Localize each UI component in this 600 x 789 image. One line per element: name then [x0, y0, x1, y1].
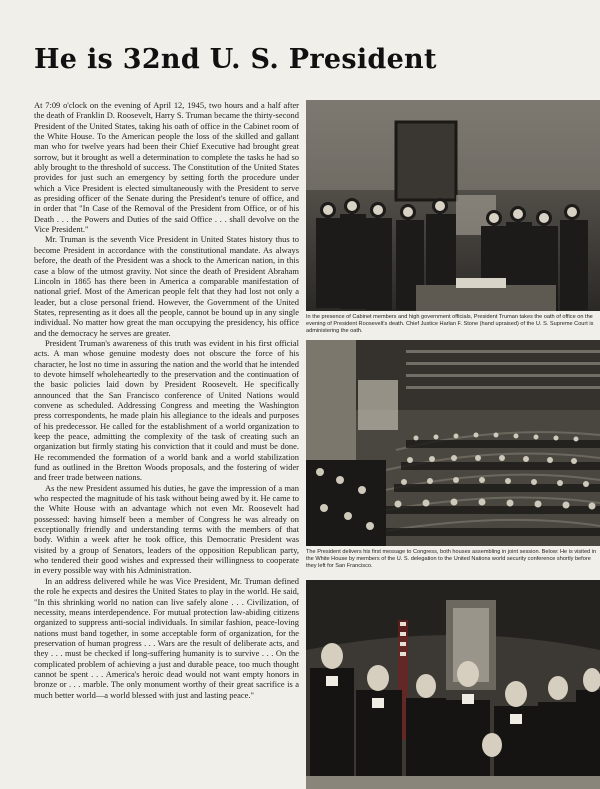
article-paragraph: Mr. Truman is the seventh Vice President in United States history thus to become President in accordance with the constitutional mandate. As always before, the death of the President was a shock to the American nation, in this case a blow of the utmost gravity. Not since the death of President Abraham Lincoln in 1865 has there been in America a comparable manifestation of national grief. Most of the American people felt that they had lost not only a leader, but a close personal friend. However, the Government of the United States, representing as it does all the people, cannot be bound up in any single individual. No matter how great the man occupying the presidency, his office and the democracy he serves are greater.: [34, 234, 299, 338]
photo-caption: In the presence of Cabinet members and high government officials, President Truman takes the oath of office on the evening of President Roosevelt's death. Chief Justice Harlan F. Stone (hand upraised) of the U. S. Supreme Court is administering the oath.: [306, 314, 594, 334]
page-title: He is 32nd U. S. President: [34, 44, 437, 75]
article-body: [34, 100, 299, 780]
joint-session-photo: [306, 340, 600, 546]
article-paragraph: In an address delivered while he was Vice President, Mr. Truman defined the role he expects and desires the United States to play in the world. He said, "In this shrinking world no nation can live safely alone . . . Civilization, of necessity, means interdependence. For mutual protection law-abiding citizens organized to suppress anti-social individuals. In similar fashion, peace-loving nations must band together, in some acceptable form of organization, for the preservation of human progress . . . Wars are the result of deliberate acts, and they . . . must be checked if long-suffering humanity is to survive . . . On the complicated problem of achieving a just and durable peace, too much thought cannot be spent . . . America's heroic dead would not want empty honors in bronze or . . . marble. The only monument worthy of their great sacrifice is a much better world—a world blessed with just and lasting peace.": [34, 575, 299, 700]
swearing-in-photo: [306, 100, 600, 311]
article-paragraph: As the new President assumed his duties, he gave the impression of a man who respected the magnitude of his task without being awed by it. He came to the White House with an advantage which not even Mr. Roosevelt had possessed: having himself been a member of Congress he was already on exceptionally friendly and understanding terms with the members of that body. Within a week after he took office, this Democratic President was visited by a group of Senators, leaders of the opposition Republican party, who tendered their good wishes and expressed their willingness to cooperate in every possible way with his Administration.: [34, 482, 299, 576]
article-paragraph: President Truman's awareness of this truth was evident in his first official acts. A man whose genuine modesty does not obscure the force of his character, he lost no time in assuring the nation and the world that he intended to devote himself wholeheartedly to the preservation and the continuation of the basic policies laid down by President Roosevelt. He specifically announced that the San Francisco conference of United Nations would convene as scheduled. Addressing Congress and meeting the Washington press correspondents, he made plain his allegiance to the ideals and purposes of his predecessor. He called for the establishment of a world organization to keep the peace, admitting the complexity of the task of creating such an organization but firmly stating his conviction that it could and must be done. He recommended the formation of a world bank and a world stabilization fund as outlined in the Bretton Woods proposals, and the fostering of wider and freer trade between nations.: [34, 337, 299, 483]
delegation-photo: [306, 580, 600, 789]
article-paragraph: At 7:09 o'clock on the evening of April 12, 1945, two hours and a half after the death of Franklin D. Roosevelt, Harry S. Truman became the thirty-second President of the United States, taking his oath of office in the Cabinet room of the White House. To the American people the loss of the skilled and gallant man who for twelve years had been their Chief Executive had brought great sorrow, but it brought as well a determination to complete the tasks he had so ably brought to the threshold of success. The Constitution of the United States provides for just such an emergency by setting forth the procedure under which a Vice President is elected simultaneously with the President to serve as presiding officer of the Senate during the President's tenure of office, and in order that "In Case of the Removal of the President from Office, or of his Death . . . the Powers and Duties of the said Office . . . shall devolve on the Vice President.": [34, 100, 299, 235]
photo-caption: The President delivers his first message to Congress, both houses assembling in joint session. Below: He is visited in the White House by members of the U. S. delegation to the United Nations world security conference shortly before they left for San Francisco.: [306, 549, 597, 569]
